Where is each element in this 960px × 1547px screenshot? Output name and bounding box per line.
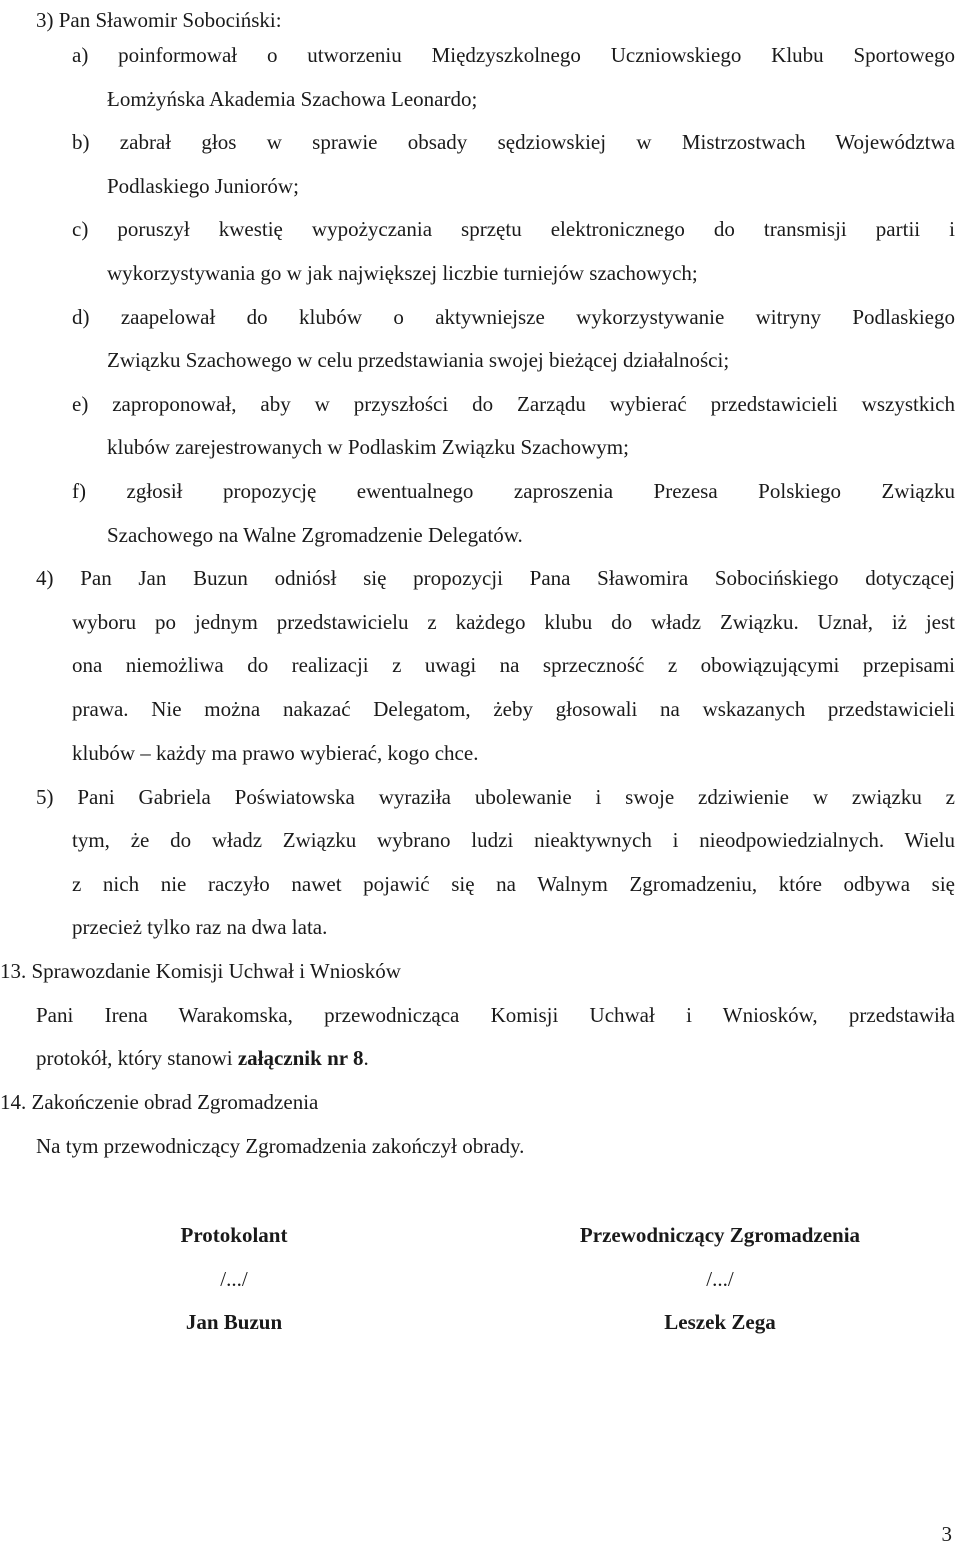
section-13-line2-text: protokół, który stanowi [36, 1046, 238, 1070]
item-a-line2: Łomżyńska Akademia Szachowa Leonardo; [107, 87, 478, 111]
item-b-line2: Podlaskiego Juniorów; [107, 174, 299, 198]
section-13-line2-end: . [363, 1046, 369, 1070]
signature-left-name: Jan Buzun [185, 1310, 283, 1334]
para-4-line2: wyboru po jednym przedstawicielu z każdego klubu do władz Związku. Uznał, iż jest [72, 610, 955, 634]
para-4-line3: ona niemożliwa do realizacji z uwagi na sprzeczność z obowiązującymi przepisami [72, 653, 955, 677]
para-5-line4: przecież tylko raz na dwa lata. [72, 915, 328, 939]
signature-right-mark: /.../ [706, 1267, 734, 1291]
page-number: 3 [941, 1522, 952, 1546]
attachment-reference: załącznik nr 8 [237, 1046, 364, 1070]
item-f-line2: Szachowego na Walne Zgromadzenie Delegatów. [107, 523, 523, 547]
para-5-line1: 5) Pani Gabriela Poświatowska wyraziła ubolewanie i swoje zdziwienie w związku z [36, 785, 955, 809]
para-5-line3: z nich nie raczyło nawet pojawić się na Walnym Zgromadzeniu, które odbywa się [72, 872, 955, 896]
item-b-line1: b) zabrał głos w sprawie obsady sędziowskiej w Mistrzostwach Województwa [72, 130, 955, 154]
item-e-line1: e) zaproponował, aby w przyszłości do Zarządu wybierać przedstawicieli wszystkich [72, 392, 955, 416]
section-14-line1: Na tym przewodniczący Zgromadzenia zakończył obrady. [36, 1134, 525, 1158]
signature-left-role: Protokolant [180, 1223, 288, 1247]
para-5-line2: tym, że do władz Związku wybrano ludzi nieaktywnych i nieodpowiedzialnych. Wielu [72, 828, 955, 852]
section-13-line1: Pani Irena Warakomska, przewodnicząca Komisji Uchwał i Wniosków, przedstawiła [36, 1003, 955, 1027]
item-d-line1: d) zaapelował do klubów o aktywniejsze wykorzystywanie witryny Podlaskiego [72, 305, 955, 329]
section-13-heading: 13. Sprawozdanie Komisji Uchwał i Wniosków [0, 959, 401, 983]
para-4-line1: 4) Pan Jan Buzun odniósł się propozycji Pana Sławomira Sobocińskiego dotyczącej [36, 566, 955, 590]
item-c-line2: wykorzystywania go w jak największej liczbie turniejów szachowych; [107, 261, 698, 285]
item-e-line2: klubów zarejestrowanych w Podlaskim Związku Szachowym; [107, 435, 629, 459]
item-a-line1: a) poinformował o utworzeniu Międzyszkolnego Uczniowskiego Klubu Sportowego [72, 43, 955, 67]
item-f-line1: f) zgłosił propozycję ewentualnego zaproszenia Prezesa Polskiego Związku [72, 479, 955, 503]
para-4-line4: prawa. Nie można nakazać Delegatom, żeby głosowali na wskazanych przedstawicieli [72, 697, 955, 721]
signature-right-role: Przewodniczący Zgromadzenia [579, 1223, 861, 1247]
section-13-line2 [36, 1048, 369, 1069]
section-14-heading: 14. Zakończenie obrad Zgromadzenia [0, 1090, 319, 1114]
signature-left-mark: /.../ [220, 1267, 248, 1291]
item-c-line1: c) poruszył kwestię wypożyczania sprzętu elektronicznego do transmisji partii i [72, 217, 955, 241]
para-4-line5: klubów – każdy ma prawo wybierać, kogo chce. [72, 741, 479, 765]
item-d-line2: Związku Szachowego w celu przedstawiania swojej bieżącej działalności; [107, 348, 730, 372]
signature-right-name: Leszek Zega [664, 1310, 776, 1334]
section-3-heading: 3) Pan Sławomir Sobociński: [36, 8, 282, 32]
